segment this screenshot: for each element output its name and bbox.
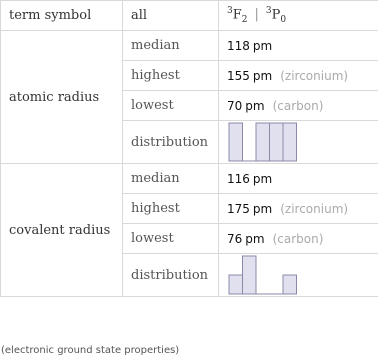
atomic-median-unit: pm <box>252 38 273 53</box>
atomic-histogram-bar-5 <box>283 123 297 161</box>
atomic-distribution-label: distribution <box>123 121 219 164</box>
term1-j: 2 <box>241 14 248 25</box>
covalent-median-row <box>1 164 378 194</box>
atomic-histogram-bar-1 <box>229 123 243 161</box>
covalent-lowest-label: lowest <box>123 224 219 254</box>
header-row <box>1 1 378 31</box>
covalent-lowest-unit: pm <box>245 231 265 246</box>
covalent-highest-number: 175 <box>227 201 250 216</box>
covalent-highest-label: highest <box>123 194 219 224</box>
term2-letter: P <box>271 7 281 23</box>
atomic-lowest-unit: pm <box>245 98 265 113</box>
covalent-median-label: median <box>123 164 219 194</box>
atomic-lowest-number: 70 <box>227 98 243 113</box>
atomic-radius-label: atomic radius <box>1 31 123 164</box>
covalent-lowest-value <box>219 224 378 254</box>
atomic-median-label: median <box>123 31 219 61</box>
atomic-histogram-bar-3 <box>256 123 270 161</box>
atomic-highest-label: highest <box>123 61 219 91</box>
covalent-lowest-element: (carbon) <box>272 231 324 246</box>
covalent-histogram-bar-1 <box>229 275 243 294</box>
covalent-highest-unit: pm <box>252 201 273 216</box>
term1-multiplicity: 3 <box>227 6 233 17</box>
atomic-lowest-label: lowest <box>123 91 219 121</box>
covalent-median-number: 116 <box>227 171 250 186</box>
term2-multiplicity: 3 <box>265 6 272 17</box>
atomic-highest-value <box>219 61 378 91</box>
covalent-distribution-histogram <box>227 254 299 296</box>
atomic-lowest-element: (carbon) <box>272 98 324 113</box>
header-terms <box>219 1 378 31</box>
atomic-median-value <box>219 31 378 61</box>
covalent-median-value <box>219 164 378 194</box>
covalent-distribution-cell <box>219 254 378 297</box>
covalent-highest-value <box>219 194 378 224</box>
atomic-median-number: 118 <box>227 38 250 53</box>
covalent-histogram-bar-5 <box>283 275 297 294</box>
covalent-median-unit: pm <box>252 171 273 186</box>
atomic-distribution-cell <box>219 121 378 164</box>
covalent-highest-element: (zirconium) <box>280 201 349 216</box>
header-all: all <box>123 1 219 31</box>
covalent-lowest-number: 76 <box>227 231 243 246</box>
header-term-symbol: term symbol <box>1 1 123 31</box>
atomic-distribution-histogram <box>227 121 299 163</box>
atomic-highest-element: (zirconium) <box>280 68 349 83</box>
atomic-median-row <box>1 31 378 61</box>
term-separator: | <box>254 7 259 23</box>
atomic-highest-unit: pm <box>252 68 273 83</box>
atomic-lowest-value <box>219 91 378 121</box>
covalent-radius-label: covalent radius <box>1 164 123 297</box>
term2-j: 0 <box>280 14 287 25</box>
footnote: (electronic ground state properties) <box>1 345 180 356</box>
atomic-highest-number: 155 <box>227 68 250 83</box>
covalent-distribution-label: distribution <box>123 254 219 297</box>
covalent-histogram-bar-2 <box>243 256 257 294</box>
term1-letter: F <box>232 7 242 23</box>
atomic-histogram-bar-4 <box>270 123 284 161</box>
